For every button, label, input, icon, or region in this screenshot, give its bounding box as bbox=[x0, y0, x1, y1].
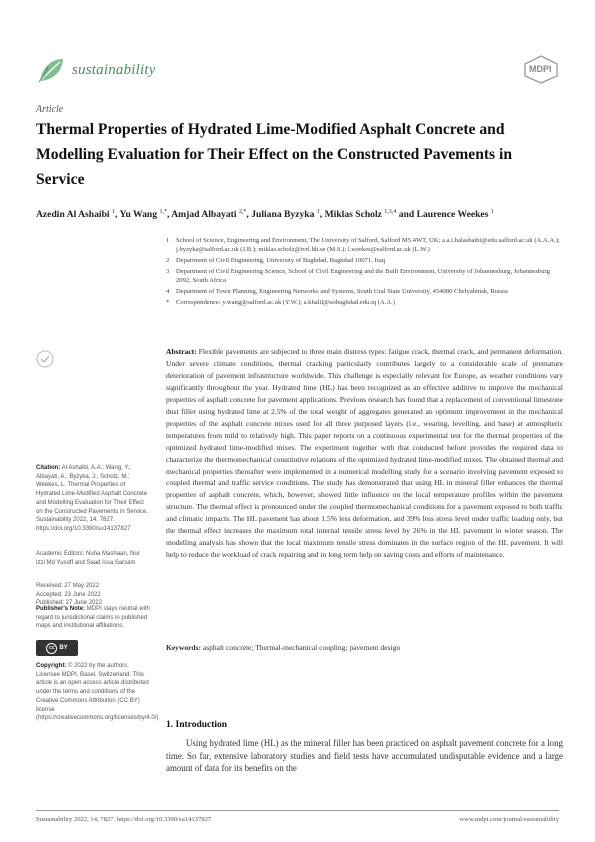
abstract-text: Flexible pavements are subjected to three main distress types: fatigue crack, thermal crack, and permanent deformation. Under severe climate conditions, thermal cracking particularly contributes largely to a considerable scale of premature deterioration of pavement infrastructure worldwide. This challenge is especially relevant for Europe, as weather conditions vary significantly throughout the year. Hydrated lime (HL) has been recognized as an effective additive to improve the mechanical properties of asphalt concrete for pavement applications. Previous research has found that a replacement of conventional limestone dust filler using hydrated lime at 2.5% of the total weight of aggregates generated an optimum improvement in the mechanical properties of the asphalt concrete mixes used for all three purposed layers (i.e., wearing, levelling, and base) at atmospheric temperatures from mild to relatively high. This paper reports on a continuous experimental test for the thermal properties of the optimized hydrated lime-modified mixes. The experiment together with that conducted before provides the required data to characterize the thermomechanical constitutive relations of the optimized hydrated lime-modified mixes. The obtained thermal and mechanical properties thereafter were implemented in a numerical modelling study for a scenario involving pavement exposed to coupled thermal and traffic service conditions. The study has demonstrated that using HL in mineral filler enhances the thermal properties of asphalt concrete, which, however, showed little influence on the local temperature profiles within the pavement structure. The thermal effect is pronounced under the coupled thermomechanical conditions for a pavement exposed to both traffic and climatic impacts. The HL pavement has about 1.5% less deformation, and 39% less stress level under traffic loading only, but the thermal effect increases the maximum total internal tensile stress level by 26% in the HL pavement in winter season. The modelling analysis has shown that the local maximum tensile stress dominates in the surface region of the HL pavement. It will help to reduce the workload of crack repairing and in long term help on saving costs and efforts of maintenance. bbox=[166, 347, 563, 560]
publisher-note-label: Publisher's Note: bbox=[36, 606, 86, 612]
author-name[interactable]: Yu Wang $^{1,*}$ bbox=[119, 209, 167, 221]
leaf-icon bbox=[36, 55, 66, 85]
author-affiliation-mark: 1 bbox=[316, 209, 320, 215]
author-list: Azedin Al Ashaibi $^1$, Yu Wang $^{1,*}$, Amjad Albayati $^{2,*}$, Juliana Byzyka $^1$, Miklas Scholz $^{1,3,4}$ and Laurence Weekes $^1$ bbox=[36, 209, 494, 221]
author-affiliation-mark: 1,3,4 bbox=[384, 209, 397, 215]
copyright-label: Copyright: bbox=[36, 663, 67, 669]
affiliation-number: * bbox=[166, 298, 170, 306]
affiliation-text: Correspondence: y.wang@salford.ac.uk (Y.W.); a.khalil@uobaghdad.edu.iq (A.A.) bbox=[176, 298, 395, 306]
affiliation-item bbox=[166, 287, 566, 296]
author-name[interactable]: Miklas Scholz $^{1,3,4}$ bbox=[324, 209, 397, 221]
affiliation-number: 1 bbox=[166, 237, 170, 244]
date-received: Received: 27 May 2022 bbox=[36, 583, 100, 589]
affiliation-text: Department of Town Planning, Engineering Networks and Systems, South Ural State University, 454080 Chelyabinsk, Russia bbox=[176, 287, 508, 295]
paper-title: Thermal Properties of Hydrated Lime-Modified Asphalt Concrete and Modelling Evaluation for Their Effect on the Constructed Pavements in Service bbox=[36, 121, 513, 188]
affiliation-item bbox=[166, 256, 566, 265]
intro-paragraph: Using hydrated lime (HL) as the mineral filler has been practiced on asphalt pavement concrete for a long time. So far, extensive laboratory studies and field tests have accumulated undisputable evidence and a large amount of data for its benefits on the bbox=[166, 738, 563, 773]
affiliation-number: 3 bbox=[166, 267, 170, 275]
author-affiliation-mark: 1,* bbox=[159, 209, 167, 215]
affiliation-item bbox=[166, 236, 566, 255]
affiliation-number: 4 bbox=[166, 287, 170, 295]
author-affiliation-mark: 2,* bbox=[238, 209, 247, 215]
article-type: Article bbox=[36, 104, 64, 115]
date-published: Published: 27 June 2022 bbox=[36, 600, 103, 607]
copyright-text: © 2022 by the authors. Licensee MDPI, Basel, Switzerland. This article is an open access article distributed under the terms and conditions of the Creative Commons Attribution (CC BY) license (https://creativecommons.org/licenses/by/4.0/). bbox=[36, 663, 161, 722]
citation-block bbox=[36, 464, 150, 534]
by-label: BY bbox=[59, 645, 68, 651]
section-heading: 1. Introduction bbox=[166, 720, 228, 730]
affiliation-text: School of Science, Engineering and Environment, The University of Salford, Salford M5 4WT, UK; a.a.i.halashaibi@edu.salford.ac.uk (A.A.A.); j.byzyka@salford.ac.uk (J.B.); miklas.scholz@tvrl.lth.se (M.S.); l.weekes@salford.ac.uk (L.W.) bbox=[176, 237, 560, 254]
date-accepted: Accepted: 23 June 2022 bbox=[36, 591, 101, 598]
citation-text: Al Ashaibi, A.A.; Wang, Y.; Albayati, A.; Byzyka, J.; Scholz, M.; Weekes, L. Thermal Properties of Hydrated Lime-Modified Asphalt Concrete and Modelling Evaluation for Their Effect on the Constructed Pavements in Service. Sustainability 2022, 14, 7827. https://doi.org/10.3390/su14137827 bbox=[36, 465, 149, 532]
copyright-block bbox=[36, 662, 161, 723]
keywords-text: asphalt concrete; Thermal-mechanical coupling; pavement design bbox=[202, 643, 400, 652]
author-affiliation-mark: 1 bbox=[490, 209, 494, 215]
abstract-label: Abstract: bbox=[166, 347, 197, 356]
publisher-note bbox=[36, 605, 150, 631]
keywords bbox=[166, 642, 563, 653]
journal-name: sustainability bbox=[72, 61, 156, 78]
citation-label: Citation: bbox=[36, 465, 61, 471]
author-name[interactable]: Azedin Al Ashaibi $^1$ bbox=[36, 209, 115, 221]
keywords-label: Keywords: bbox=[166, 643, 201, 652]
affiliations bbox=[166, 236, 566, 309]
publisher-note-text: MDPI stays neutral with regard to jurisdictional claims in published maps and institutional affiliations. bbox=[36, 606, 150, 630]
affiliation-item bbox=[166, 267, 566, 286]
cc-by-badge[interactable] bbox=[36, 640, 78, 656]
footer-journal-url[interactable]: www.mdpi.com/journal/sustainability bbox=[459, 816, 559, 823]
journal-logo[interactable] bbox=[36, 54, 196, 86]
check-for-updates-icon[interactable] bbox=[36, 350, 54, 368]
affiliation-text: Department of Civil Engineering Science, School of Civil Engineering and the Built Environment, University of Johannesburg, Johannesburg 2092, South Africa bbox=[176, 267, 550, 285]
mdpi-logo[interactable] bbox=[521, 54, 561, 84]
affiliation-item bbox=[166, 298, 566, 307]
author-affiliation-mark: 1 bbox=[111, 209, 115, 215]
affiliation-text: Department of Civil Engineering, University of Baghdad, Baghdad 10071, Iraq bbox=[176, 257, 386, 265]
author-name[interactable]: Juliana Byzyka $^1$ bbox=[251, 209, 320, 221]
footer-divider bbox=[36, 810, 559, 811]
affiliation-number: 2 bbox=[166, 257, 170, 265]
publisher-name: MDPI bbox=[529, 64, 552, 74]
author-name[interactable]: Laurence Weekes $^1$ bbox=[416, 209, 494, 221]
cc-icon: cc bbox=[46, 643, 57, 654]
academic-editors: Academic Editors: Nuha Mashaan, Nur Izzi Md Yusoff and Saad Issa Sarsam bbox=[36, 551, 140, 566]
footer-citation[interactable]: Sustainability 2022, 14, 7827. https://doi.org/10.3390/su14137827 bbox=[36, 816, 212, 823]
author-name[interactable]: Amjad Albayati $^{2,*}$ bbox=[171, 209, 247, 221]
abstract bbox=[166, 346, 563, 561]
